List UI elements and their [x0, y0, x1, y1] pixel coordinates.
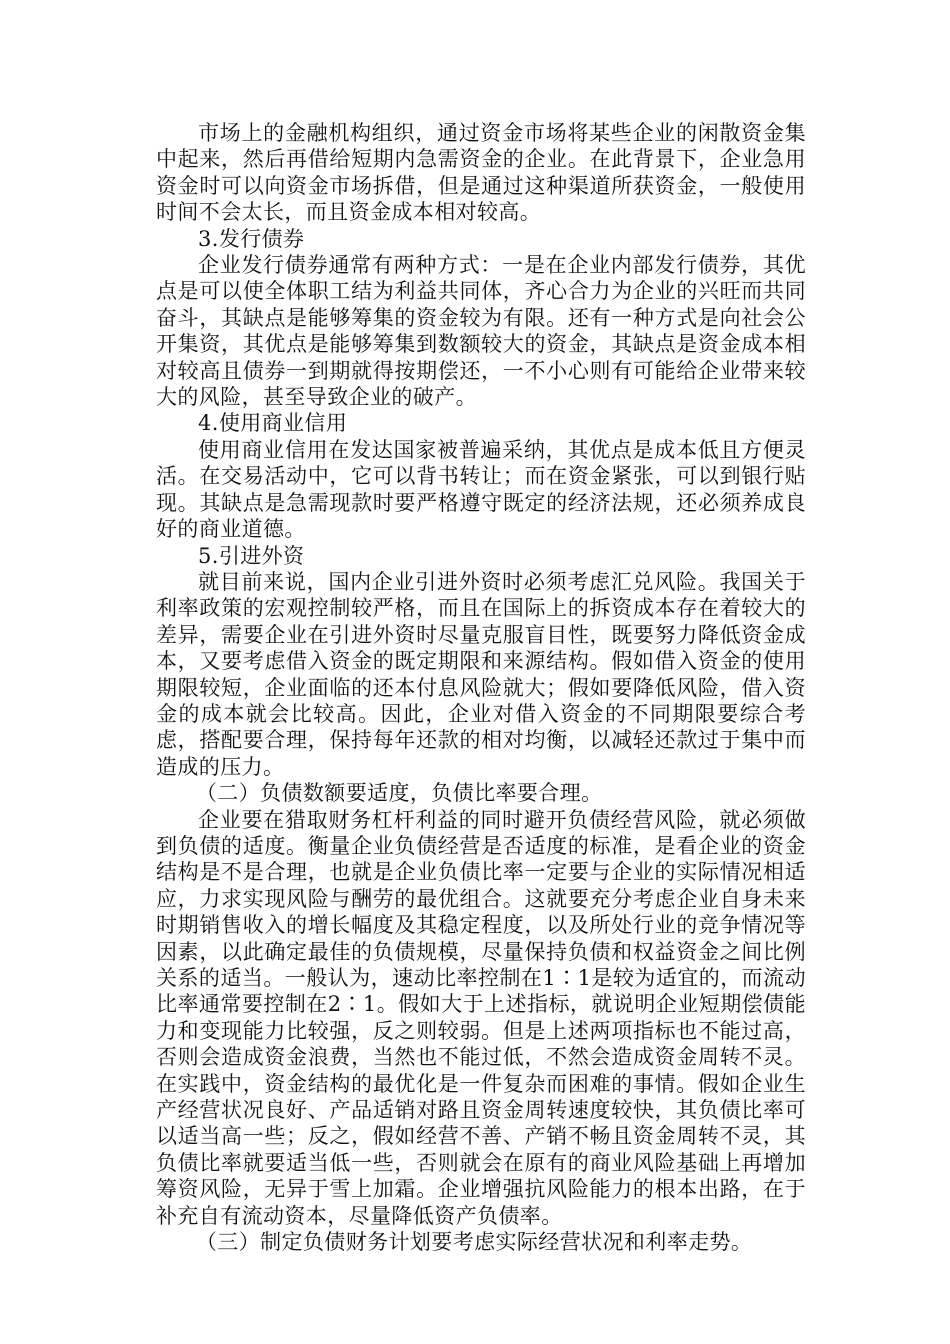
- paragraph-debt-ratio: 企业要在猎取财务杠杆利益的同时避开负债经营风险，就必须做到负债的适度。衡量企业负债经营是否适度的标准，是看企业的资金结构是不是合理，也就是企业负债比率一定要与企业的实际情况相适应，力求实现风险与酬劳的最优组合。这就要充分考虑企业自身未来时期销售收入的增长幅度及其稳定程度，以及所处行业的竞争情况等因素，以此确定最佳的负债规模，尽量保持负债和权益资金之间比例关系的适当。一般认为，速动比率控制在1∶1是较为适宜的，而流动比率通常要控制在2∶1。假如大于上述指标，就说明企业短期偿债能力和变现能力比较强，反之则较弱。但是上述两项指标也不能过高，否则会造成资金浪费，当然也不能过低，不然会造成资金周转不灵。在实践中，资金结构的最优化是一件复杂而困难的事情。假如企业生产经营状况良好、产品适销对路且资金周转速度较快，其负债比率可以适当高一些；反之，假如经营不善、产销不畅且资金周转不灵，其负债比率就要适当低一些，否则就会在原有的商业风险基础上再增加筹资风险，无异于雪上加霜。企业增强抗风险能力的根本出路，在于补充自有流动资本，尽量降低资产负债率。: [156, 807, 806, 1228]
- section-heading-debt-plan: （三）制定负债财务计划要考虑实际经营状况和利率走势。: [195, 1230, 753, 1255]
- paragraph-fund-market: 市场上的金融机构组织，通过资金市场将某些企业的闲散资金集中起来，然后再借给短期内急需资金的企业。在此背景下，企业急用资金时可以向资金市场拆借，但是通过这种渠道所获资金，一般使用时间不会太长，而且资金成本相对较高。: [156, 121, 806, 225]
- document-body: [156, 120, 806, 1255]
- heading-issue-bonds: 3.发行债券: [198, 226, 305, 251]
- heading-foreign-capital: 5.引进外资: [198, 543, 305, 568]
- paragraph-commercial-credit: 使用商业信用在发达国家被普遍采纳，其优点是成本低且方便灵活。在交易活动中，它可以背书转让；而在资金紧张，可以到银行贴现。其缺点是急需现款时要严格遵守既定的经济法规，还必须养成良好的商业道德。: [156, 437, 806, 542]
- heading-commercial-credit: 4.使用商业信用: [198, 411, 348, 436]
- paragraph-issue-bonds: 企业发行债券通常有两种方式：一是在企业内部发行债券，其优点是可以使全体职工结为利益共同体，齐心合力为企业的兴旺而共同奋斗，其缺点是能够筹集的资金较为有限。还有一种方式是向社会公开集资，其优点是能够筹集到数额较大的资金，其缺点是资金成本相对较高且债券一到期就得按期偿还，一不小心则有可能给企业带来较大的风险，甚至导致企业的破产。: [156, 253, 806, 410]
- paragraph-foreign-capital: 就目前来说，国内企业引进外资时必须考虑汇兑风险。我国关于利率政策的宏观控制较严格，而且在国际上的拆资成本存在着较大的差异，需要企业在引进外资时尽量克服盲目性，既要努力降低资金成本，又要考虑借入资金的既定期限和来源结构。假如借入资金的使用期限较短，企业面临的还本付息风险就大；假如要降低风险，借入资金的成本就会比较高。因此，企业对借入资金的不同期限要综合考虑，搭配要合理，保持每年还款的相对均衡，以减轻还款过于集中而造成的压力。: [156, 569, 806, 779]
- section-heading-debt-ratio: （二）负债数额要适度，负债比率要合理。: [195, 781, 603, 806]
